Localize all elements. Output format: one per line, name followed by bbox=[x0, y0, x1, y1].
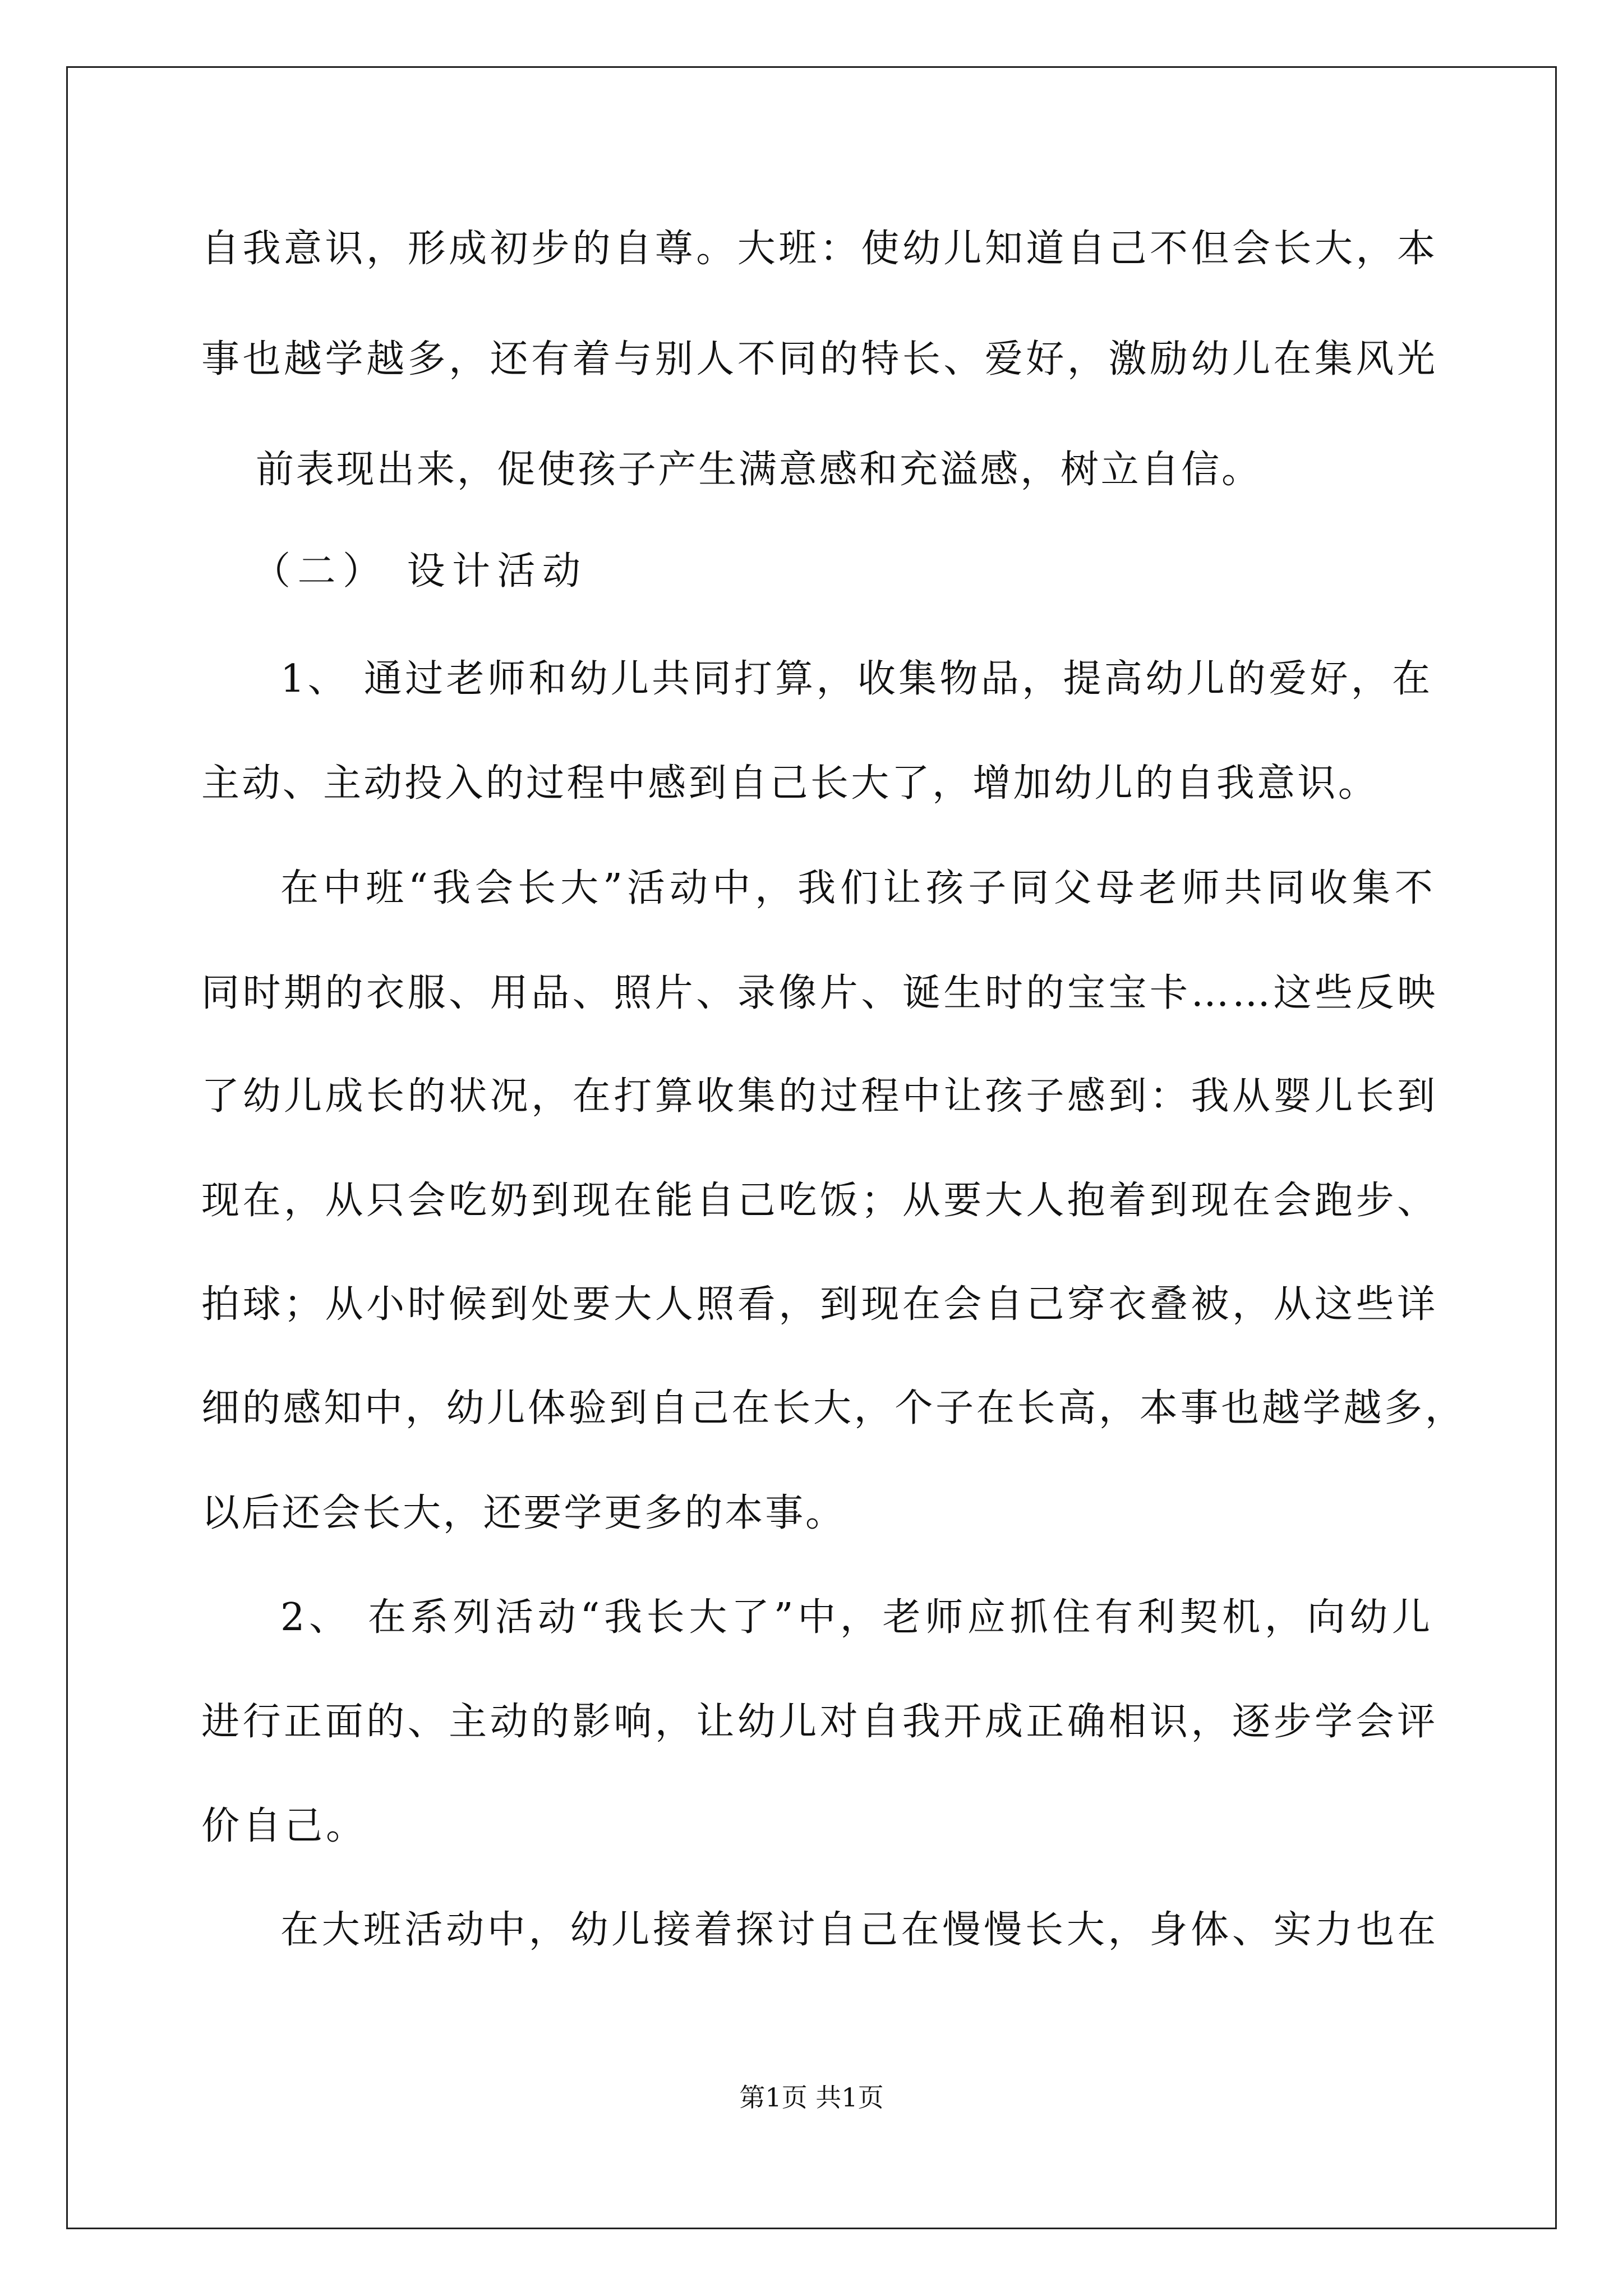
paragraph-line: 1、 通过老师和幼儿共同打算，收集物品，提高幼儿的爱好，在 bbox=[280, 657, 1433, 701]
paragraph-line: 拍球；从小时候到处要大人照看，到现在会自己穿衣叠被，从这些详 bbox=[201, 1282, 1438, 1327]
paragraph-line: 在中班“我会长大”活动中，我们让孩子同父母老师共同收集不 bbox=[280, 866, 1437, 910]
paragraph-line: 主动、主动投入的过程中感到自己长大了，增加幼儿的自我意识。 bbox=[201, 761, 1379, 806]
page-border bbox=[66, 66, 1557, 2229]
paragraph-line: 进行正面的、主动的影响，让幼儿对自我开成正确相识，逐步学会评 bbox=[201, 1700, 1438, 1744]
paragraph-line: 前表现出来，促使孩子产生满意感和充溢感，树立自信。 bbox=[256, 448, 1262, 492]
paragraph-line: 价自己。 bbox=[201, 1804, 367, 1848]
paragraph-line: 自我意识，形成初步的自尊。大班：使幼儿知道自己不但会长大，本 bbox=[201, 227, 1438, 271]
paragraph-line: 现在，从只会吃奶到现在能自己吃饭；从要大人抱着到现在会跑步、 bbox=[201, 1179, 1438, 1223]
paragraph-line: 以后还会长大，还要学更多的本事。 bbox=[201, 1491, 846, 1535]
paragraph-line: 细的感知中，幼儿体验到自己在长大，个子在长高，本事也越学越多， bbox=[201, 1386, 1466, 1430]
section-heading: （二） 设计活动 bbox=[252, 549, 588, 593]
paragraph-line: 2、 在系列活动“我长大了”中，老师应抓住有利契机，向幼儿 bbox=[280, 1595, 1435, 1640]
page-footer: 第1页 共1页 bbox=[739, 2082, 884, 2113]
paragraph-line: 了幼儿成长的状况，在打算收集的过程中让孩子感到：我从婴儿长到 bbox=[201, 1074, 1438, 1119]
paragraph-line: 同时期的衣服、用品、照片、录像片、诞生时的宝宝卡……这些反映 bbox=[201, 971, 1438, 1015]
paragraph-line: 事也越学越多，还有着与别人不同的特长、爱好，激励幼儿在集风光 bbox=[201, 337, 1438, 381]
paragraph-line: 在大班活动中，幼儿接着探讨自己在慢慢长大，身体、实力也在 bbox=[280, 1908, 1439, 1952]
